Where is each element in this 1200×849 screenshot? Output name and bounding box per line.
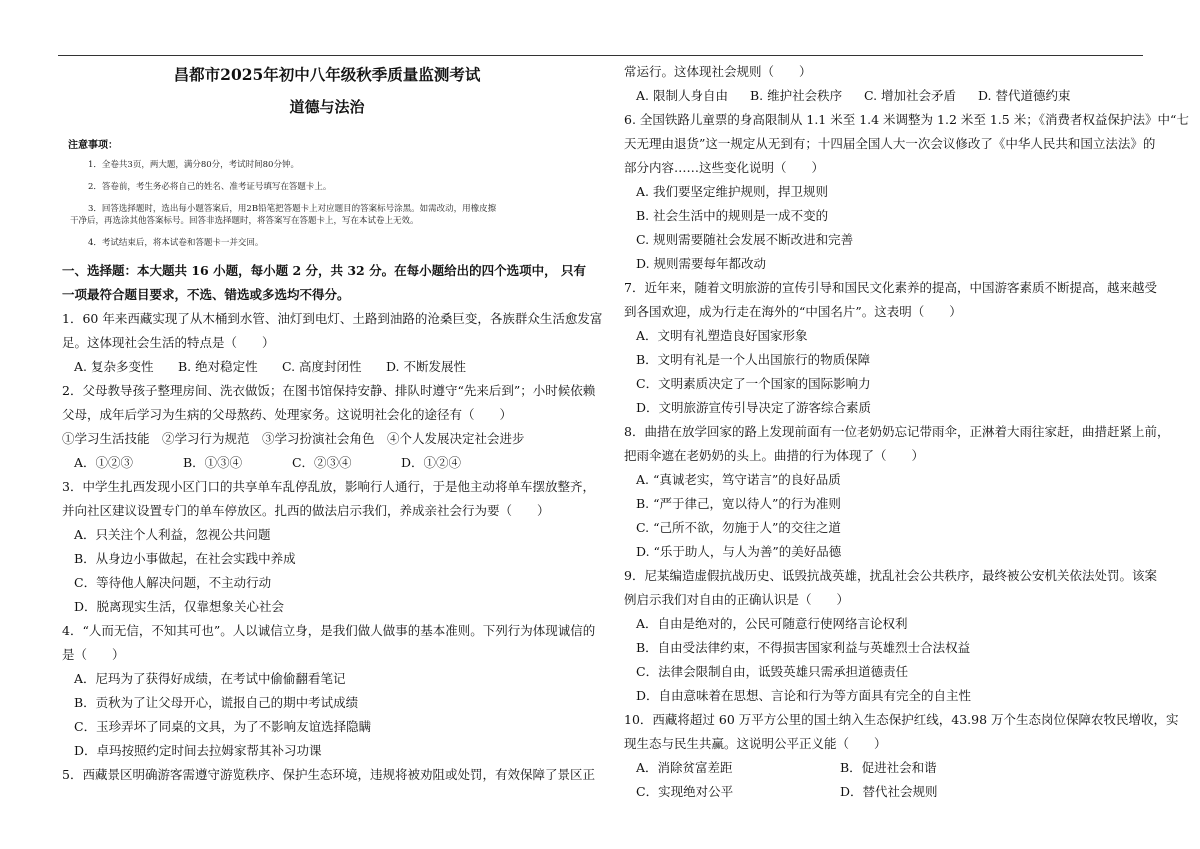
- option-a: A. 限制人身自由: [636, 88, 728, 103]
- question-text: 现生态与民生共赢。这说明公平正义能（ ）: [624, 736, 887, 751]
- exam-title: 昌都市2025年初中八年级秋季质量监测考试: [173, 65, 481, 84]
- question-text: 2．父母教导孩子整理房间、洗衣做饭；在图书馆保持安静、排队时遵守“先来后到”；小时候依赖: [62, 383, 596, 398]
- question-text: 常运行。这体现社会规则（ ）: [624, 64, 812, 79]
- option-b: B．从身边小事做起，在社会实践中养成: [74, 551, 296, 566]
- question-text: 5．西藏景区明确游客需遵守游览秩序、保护生态环境，违规将被劝阻或处罚，有效保障了景区正: [62, 767, 595, 782]
- question-3: [62, 475, 595, 619]
- question-text: 9．尼某编造虚假抗战历史、诋毁抗战英雄，扰乱社会公共秩序，最终被公安机关依法处罚。该案: [624, 568, 1157, 583]
- question-text: 部分内容……这些变化说明（ ）: [624, 160, 825, 175]
- option-b: B．文明有礼是一个人出国旅行的物质保障: [636, 352, 871, 367]
- option-a: A. 复杂多变性: [74, 359, 154, 374]
- option-d: D．文明旅游宣传引导决定了游客综合素质: [636, 400, 872, 415]
- question-text: 父母，成年后学习为生病的父母熬药、处理家务。这说明社会化的途径有（ ）: [62, 407, 513, 422]
- question-text: ①学习生活技能 ②学习行为规范 ③学习扮演社会角色 ④个人发展决定社会进步: [62, 431, 525, 446]
- option-c: C．②③④: [291, 455, 352, 470]
- option-b: B．促进社会和谐: [839, 760, 937, 775]
- option-a: A．①②③: [74, 455, 134, 470]
- option-d: D．自由意味着在思想、言论和行为等方面具有完全的自主性: [636, 688, 972, 703]
- option-d: D．卓玛按照约定时间去拉姆家帮其补习功课: [74, 743, 322, 758]
- notice-heading: 注意事项：: [68, 140, 118, 151]
- option-b: B. “严于律己，宽以待人”的行为准则: [636, 496, 841, 511]
- option-a: A. 我们要坚定维护规则，捍卫规则: [636, 184, 828, 199]
- question-text: 3．中学生扎西发现小区门口的共享单车乱停乱放，影响行人通行，于是他主动将单车摆放整齐，: [62, 479, 595, 494]
- option-row: [74, 451, 592, 475]
- option-a: A．自由是绝对的，公民可随意行使网络言论权利: [636, 616, 908, 631]
- option-a: A. “真诚老实，笃守诺言”的良好品质: [636, 472, 841, 487]
- question-text: 天无理由退货”这一规定从无到有；十四届全国人大一次会议修改了《中华人民共和国立法法》的: [624, 136, 1156, 151]
- question-1: [62, 307, 603, 379]
- notice-item: 4．考试结束后，将本试卷和答题卡一并交回。: [88, 238, 264, 248]
- question-text: 8．曲措在放学回家的路上发现前面有一位老奶奶忘记带雨伞，正淋着大雨往家赶，曲措赶紧上前，: [624, 424, 1170, 439]
- option-a: A．尼玛为了获得好成绩，在考试中偷偷翻看笔记: [74, 671, 346, 686]
- question-text: 6. 全国铁路儿童票的身高限制从 1.1 米至 1.4 米调整为 1.2 米至 1.5 米；《消费者权益保护法》中“七: [624, 112, 1189, 127]
- option-d: D. 规则需要每年都改动: [636, 256, 767, 271]
- question-8: [624, 420, 1170, 564]
- question-text: 并向社区建议设置专门的单车停放区。扎西的做法启示我们，养成亲社会行为要（ ）: [62, 503, 550, 518]
- option-c: C．文明素质决定了一个国家的国际影响力: [636, 376, 871, 391]
- option-b: B. 绝对稳定性: [177, 359, 258, 374]
- question-text: 10．西藏将超过 60 万平方公里的国土纳入生态保护红线，43.98 万个生态岗位保障农牧民增收，实: [624, 712, 1179, 727]
- option-c: C. 规则需要随社会发展不断改进和完善: [636, 232, 854, 247]
- section-heading: [62, 259, 592, 307]
- exam-subject: 道德与法治: [289, 98, 365, 116]
- option-c: C. 高度封闭性: [281, 359, 362, 374]
- question-text: 1．60 年来西藏实现了从木桶到水管、油灯到电灯、土路到油路的沧桑巨变，各族群众生活愈发富: [62, 311, 603, 326]
- question-text: 是（ ）: [62, 647, 125, 662]
- left-column: [62, 60, 603, 787]
- option-c: C. 增加社会矛盾: [863, 88, 957, 103]
- option-d: D．①②④: [400, 455, 461, 470]
- top-rule: [58, 55, 1143, 56]
- right-column: [624, 60, 1189, 804]
- option-row: [636, 756, 1149, 780]
- question-7: [624, 276, 1157, 420]
- option-d: D．脱离现实生活，仅靠想象关心社会: [74, 599, 285, 614]
- option-c: C．法律会限制自由，诋毁英雄只需承担道德责任: [636, 664, 909, 679]
- option-d: D. “乐于助人，与人为善”的美好品德: [636, 544, 842, 559]
- option-a: A．消除贫富差距: [636, 760, 733, 775]
- option-row: [636, 84, 1149, 108]
- notice-item: 1．全卷共3页，两大题，满分80分，考试时间80分钟。: [88, 160, 299, 170]
- question-4: [62, 619, 596, 763]
- option-b: B．①③④: [182, 455, 243, 470]
- notice-item-text: 干净后，再选涂其他答案标号。回答非选择题时，将答案写在答题卡上，写在本试卷上无效。: [70, 216, 419, 226]
- option-c: C．等待他人解决问题，不主动行动: [74, 575, 272, 590]
- question-5: [62, 763, 595, 787]
- question-text: 到各国欢迎，成为行走在海外的“中国名片”。这表明（ ）: [624, 304, 962, 319]
- option-c: C. “己所不欲，勿施于人”的交往之道: [636, 520, 841, 535]
- question-2: [62, 379, 596, 475]
- question-10: [624, 708, 1179, 804]
- question-5-continued: [624, 60, 1149, 108]
- option-b: B. 维护社会秩序: [749, 88, 843, 103]
- question-text: 7．近年来，随着文明旅游的宣传引导和国民文化素养的提高，中国游客素质不断提高，越来越受: [624, 280, 1157, 295]
- option-b: B．贡秋为了让父母开心，谎报自己的期中考试成绩: [74, 695, 359, 710]
- option-b: B．自由受法律约束，不得损害国家利益与英雄烈士合法权益: [636, 640, 971, 655]
- question-text: 足。这体现社会生活的特点是（ ）: [62, 335, 275, 350]
- option-a: A．文明有礼塑造良好国家形象: [636, 328, 808, 343]
- notice-item: [70, 203, 592, 227]
- option-c: C．玉珍弄坏了同桌的文具，为了不影响友谊选择隐瞒: [74, 719, 372, 734]
- section-heading-line: 一、选择题：本大题共 16 小题，每小题 2 分，共 32 分。在每小题给出的四个选项中， 只有: [62, 263, 586, 278]
- option-d: D．替代社会规则: [839, 784, 938, 799]
- option-b: B. 社会生活中的规则是一成不变的: [636, 208, 829, 223]
- question-9: [624, 564, 1157, 708]
- option-c: C．实现绝对公平: [636, 784, 734, 799]
- question-text: 4．“人而无信，不知其可也”。人以诚信立身，是我们做人做事的基本准则。下列行为体现诚信的: [62, 623, 596, 638]
- question-6: [624, 108, 1189, 276]
- option-d: D. 不断发展性: [385, 359, 466, 374]
- option-row: [74, 355, 592, 379]
- notice-item: 2．答卷前，考生务必将自己的姓名、准考证号填写在答题卡上。: [88, 182, 332, 192]
- notice-item-text: 3．回答选择题时，选出每小题答案后，用2B铅笔把答题卡上对应题目的答案标号涂黑。如需改动，用橡皮擦: [88, 204, 497, 214]
- question-text: 例启示我们对自由的正确认识是（ ）: [624, 592, 850, 607]
- option-d: D. 替代道德约束: [977, 88, 1071, 103]
- question-text: 把雨伞遮在老奶奶的头上。曲措的行为体现了（ ）: [624, 448, 925, 463]
- option-a: A．只关注个人利益，忽视公共问题: [74, 527, 271, 542]
- section-heading-line: 一项最符合题目要求，不选、错选或多选均不得分。: [62, 287, 350, 302]
- option-row: [636, 780, 1149, 804]
